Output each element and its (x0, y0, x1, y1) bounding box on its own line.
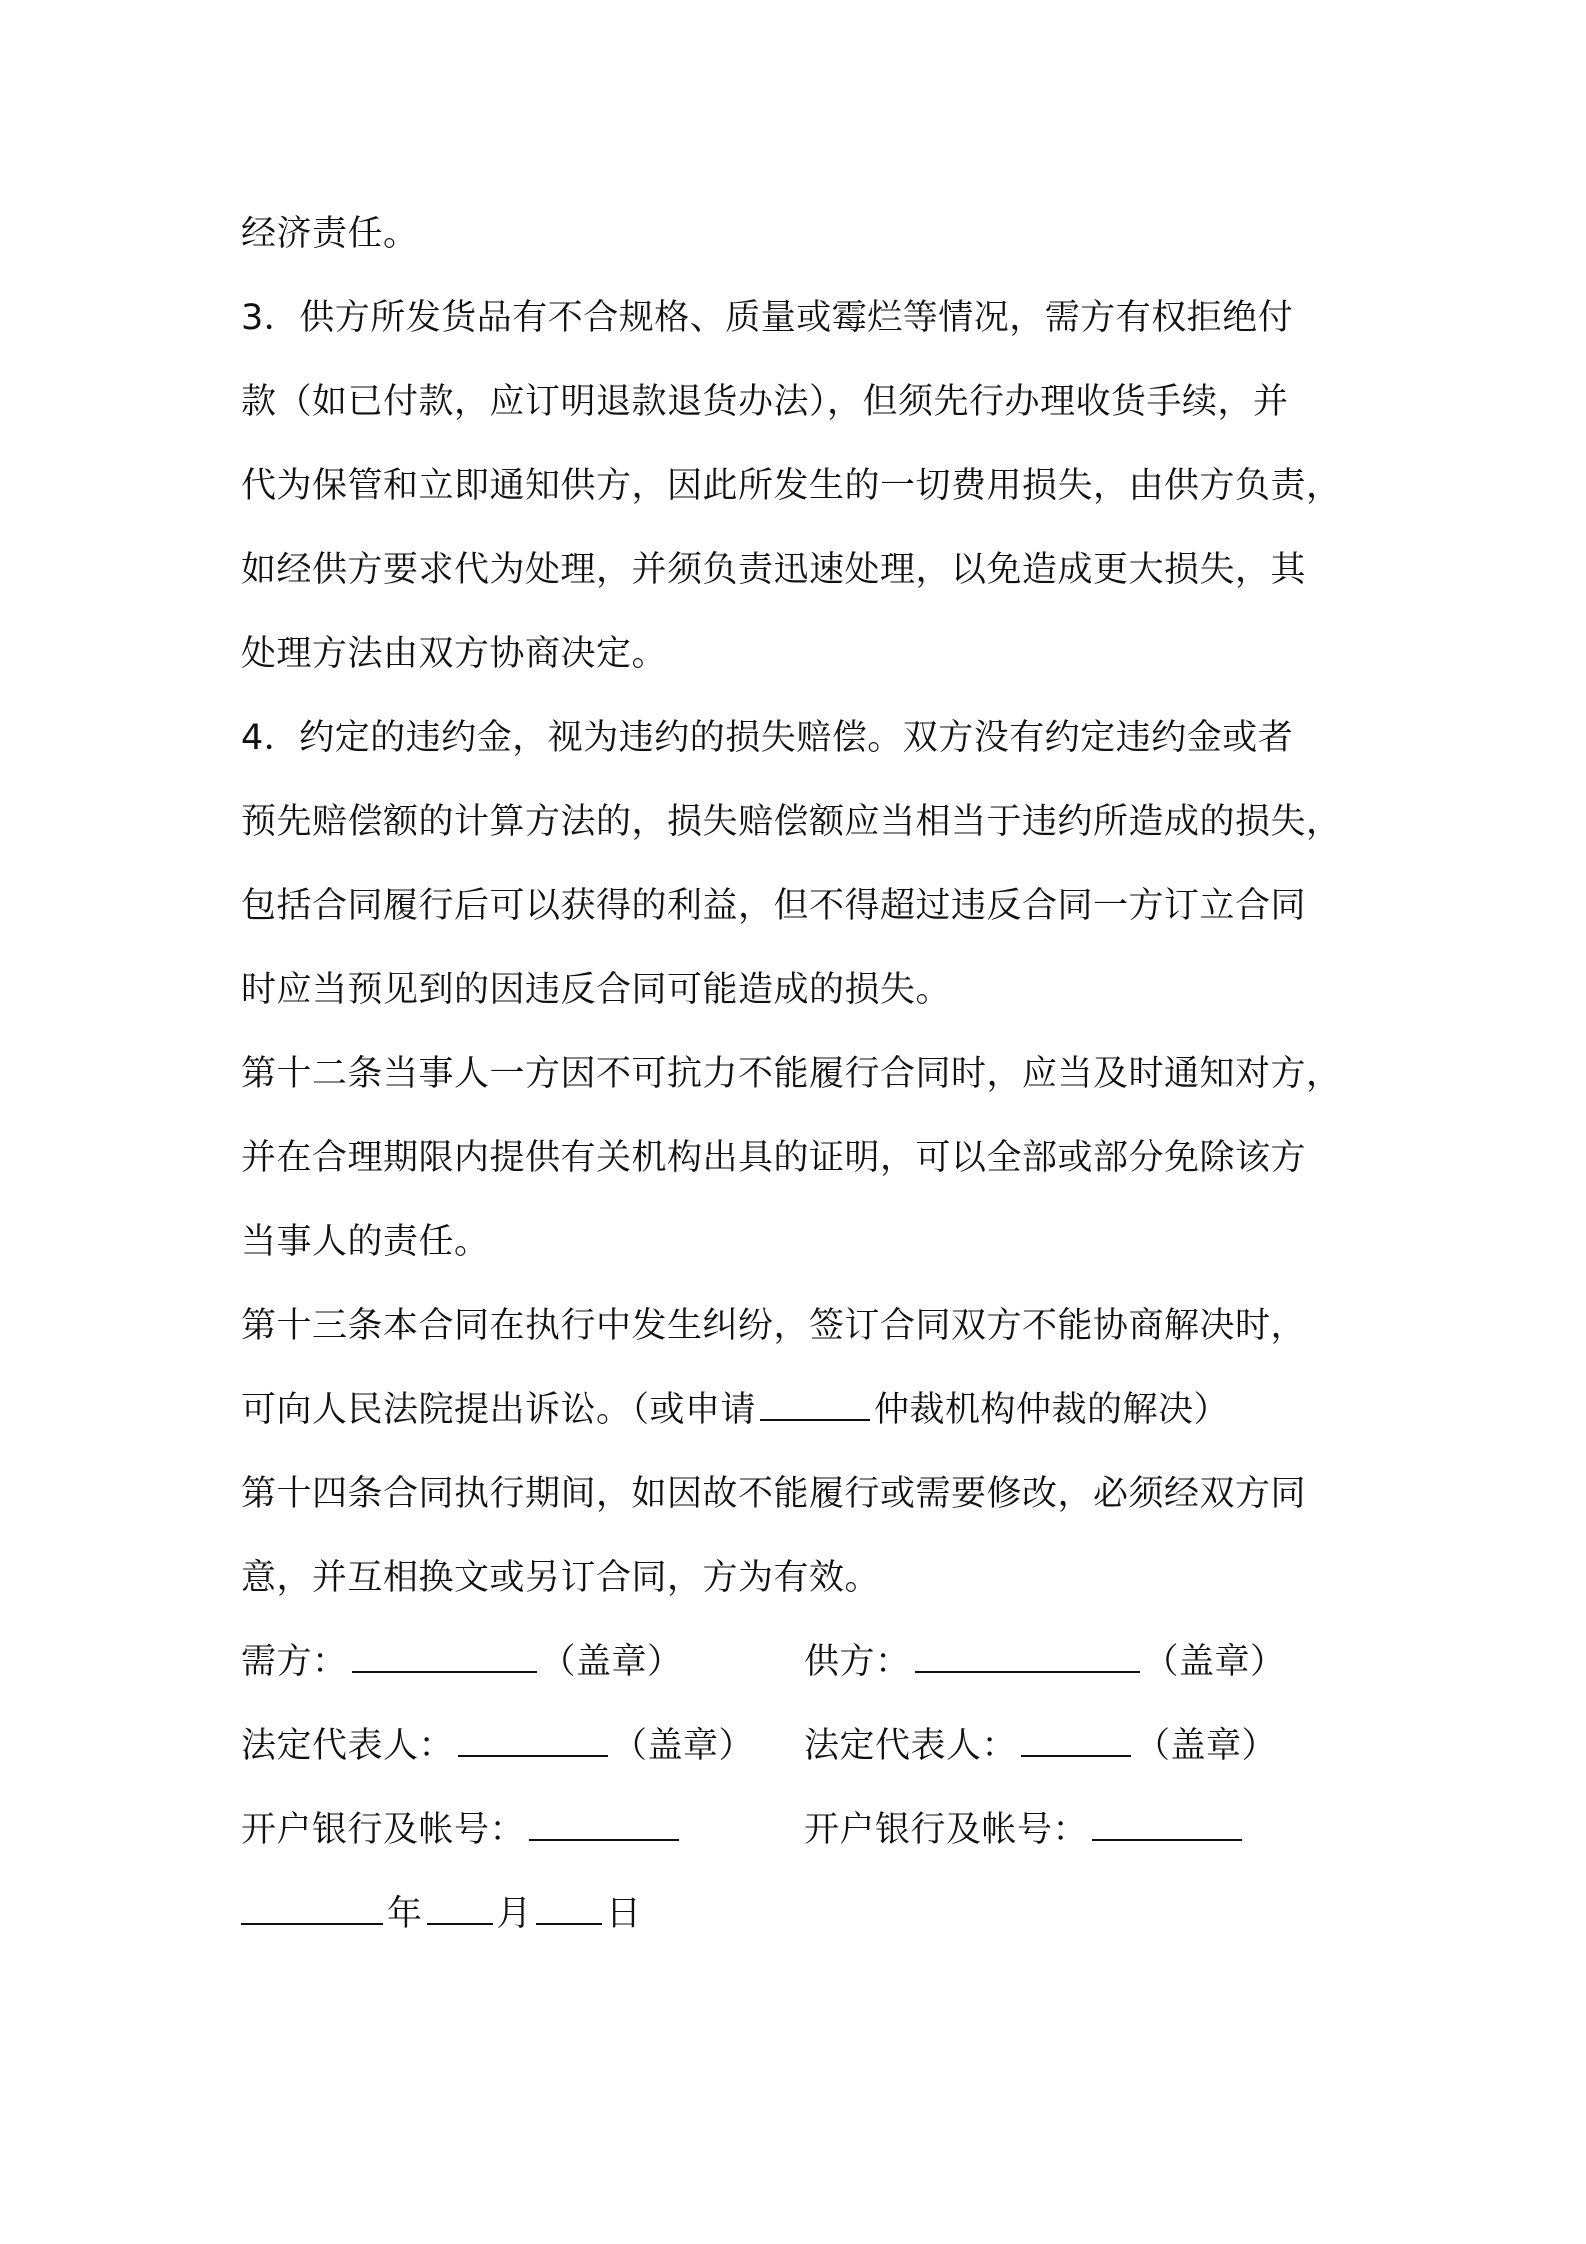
seller-seal: （盖章） (1143, 1642, 1286, 1682)
month-label: 月 (496, 1894, 533, 1934)
text-line: 3．供方所发货品有不合规格、质量或霉烂等情况，需方有权拒绝付 (241, 298, 1294, 338)
text-line: 处理方法由双方协商决定。 (241, 634, 668, 674)
text-line: 第十二条当事人一方因不可抗力不能履行合同时，应当及时通知对方， (241, 1054, 1342, 1094)
seller-rep-seal: （盖章） (1135, 1726, 1278, 1766)
seller-blank (915, 1637, 1140, 1673)
buyer-label: 需方： (241, 1642, 348, 1682)
arbitration-blank (760, 1385, 870, 1421)
month-blank (427, 1889, 493, 1925)
seller-signature (804, 1620, 1286, 1704)
year-blank (241, 1889, 383, 1925)
text-line: 经济责任。 (241, 214, 419, 254)
text-line: 并在合理期限内提供有关机构出具的证明，可以全部或部分免除该方 (241, 1138, 1307, 1178)
buyer-signature (241, 1620, 683, 1704)
day-blank (536, 1889, 602, 1925)
seller-rep-label: 法定代表人： (804, 1726, 1018, 1766)
buyer-rep-seal: （盖章） (612, 1726, 755, 1766)
buyer-seal: （盖章） (540, 1642, 683, 1682)
text-line: 如经供方要求代为处理，并须负责迅速处理，以免造成更大损失，其 (241, 550, 1307, 590)
text-line: 预先赔偿额的计算方法的，损失赔偿额应当相当于违约所造成的损失， (241, 802, 1342, 842)
text-line: 第十三条本合同在执行中发生纠纷，签订合同双方不能协商解决时， (241, 1306, 1307, 1346)
text-line: 第十四条合同执行期间，如因故不能履行或需要修改，必须经双方同 (241, 1474, 1307, 1514)
year-label: 年 (387, 1894, 423, 1934)
arbitration-text-after: 仲裁机构仲裁的解决） (874, 1390, 1230, 1430)
text-line: 款（如已付款，应订明退款退货办法），但须先行办理收货手续，并 (241, 382, 1289, 422)
day-label: 日 (606, 1894, 642, 1934)
buyer-rep-blank (458, 1721, 608, 1757)
text-line: 当事人的责任。 (241, 1222, 490, 1262)
text-line: 意，并互相换文或另订合同，方为有效。 (241, 1558, 881, 1598)
arbitration-line (241, 1368, 1361, 1452)
seller-representative (804, 1704, 1277, 1788)
contract-body (241, 192, 1361, 1956)
seller-bank-blank (1092, 1805, 1242, 1841)
arbitration-text-before: 可向人民法院提出诉讼。（或申请 (241, 1390, 757, 1430)
buyer-rep-label: 法定代表人： (241, 1726, 455, 1766)
seller-bank-label: 开户银行及帐号： (804, 1810, 1089, 1850)
text-line: 包括合同履行后可以获得的利益，但不得超过违反合同一方订立合同 (241, 886, 1307, 926)
buyer-blank (352, 1637, 537, 1673)
signature-row-bank (241, 1788, 1361, 1872)
signature-row-representative (241, 1704, 1361, 1788)
buyer-representative (241, 1704, 754, 1788)
date-line (241, 1872, 1361, 1956)
text-line: 代为保管和立即通知供方，因此所发生的一切费用损失，由供方负责， (241, 466, 1342, 506)
buyer-bank-label: 开户银行及帐号： (241, 1810, 526, 1850)
seller-rep-blank (1021, 1721, 1131, 1757)
signature-row-party (241, 1620, 1361, 1704)
text-line: 4．约定的违约金，视为违约的损失赔偿。双方没有约定违约金或者 (241, 718, 1294, 758)
buyer-bank (241, 1788, 683, 1872)
buyer-bank-blank (529, 1805, 679, 1841)
seller-bank (804, 1788, 1246, 1872)
seller-label: 供方： (804, 1642, 911, 1682)
text-line: 时应当预见到的因违反合同可能造成的损失。 (241, 970, 952, 1010)
